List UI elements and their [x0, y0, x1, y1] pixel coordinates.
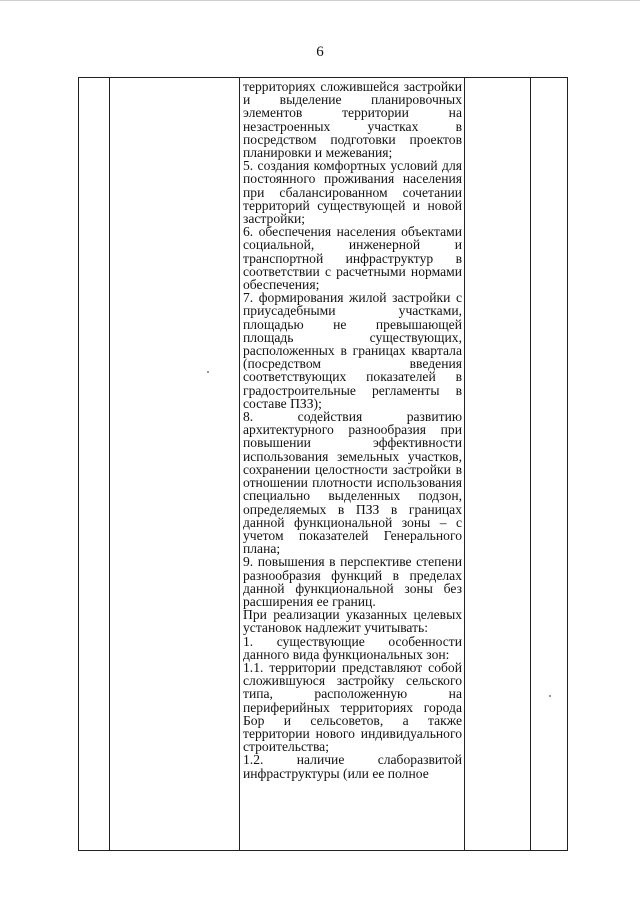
paragraph-item-7: 7. формирования жилой застройки с приусадебными участками, площадью не превышающей площадь существующих, расположенных в границах квартала (посредством введения соответствующих показателей в градостроительные регламенты в составе ПЗЗ); — [243, 290, 462, 411]
scan-speck — [549, 695, 551, 697]
paragraph-item-5: 5. создания комфортных условий для постоянного проживания населения при сбалансированном сочетании территорий существующей и новой застройки; — [243, 158, 462, 227]
paragraph-intro: При реализации указанных целевых установок надлежит учитывать: — [243, 607, 462, 636]
scan-speck — [207, 371, 209, 373]
paragraph-item-9: 9. повышения в перспективе степени разнообразия функций в пределах данной функциональной зоны без расширения ее границ. — [243, 554, 462, 609]
paragraph-item-8: 8. содействия развитию архитектурного разнообразия при повышении эффективности использования земельных участков, сохранении целостности застройки в отношении плотности использования специально выделенных подзон, определяемых в ПЗЗ в границах данной функциональной зоны – с учетом показателей Генерального плана; — [243, 409, 462, 557]
paragraph-item-1-1: 1.1. территории представляют собой сложившуюся застройку сельского типа, расположенную на периферийных территориях города Бор и сельсоветов, а также территории нового индивидуального строительства; — [243, 659, 462, 755]
page-number: 6 — [316, 44, 324, 60]
column-divider-2 — [239, 78, 240, 850]
column-divider-3 — [464, 78, 465, 850]
column-divider-4 — [530, 78, 531, 850]
page-top-edge — [0, 0, 640, 1]
column-divider-1 — [109, 78, 110, 850]
text-cell — [243, 80, 462, 780]
document-table — [78, 77, 568, 851]
paragraph-item-1-2: 1.2. наличие слаборазвитой инфраструктуры (или ее полное — [243, 752, 462, 781]
paragraph-continuation: территориях сложившейся застройки и выделение планировочных элементов территории на незастроенных участках в посредством подготовки проектов планировки и межевания; — [243, 79, 462, 161]
paragraph-item-6: 6. обеспечения населения объектами социальной, инженерной и транспортной инфраструктур в соответствии с расчетными нормами обеспечения; — [243, 224, 462, 293]
paragraph-item-1: 1. существующие особенности данного вида функциональных зон: — [243, 633, 462, 662]
